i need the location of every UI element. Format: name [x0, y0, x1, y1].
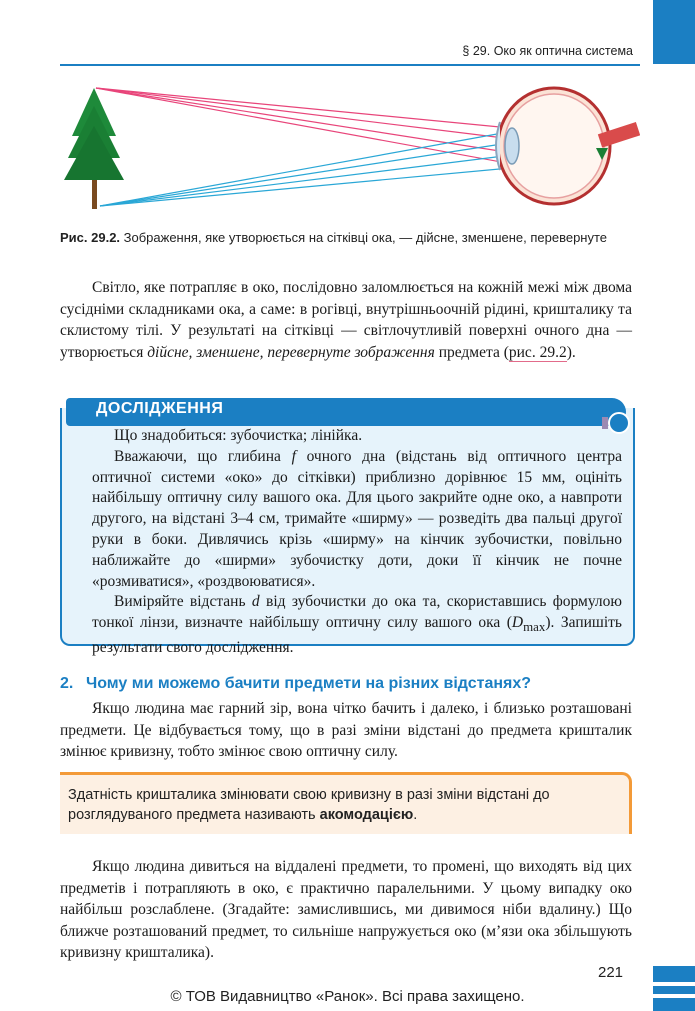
definition-body: Здатність кришталика змінювати свою кривизну в разі зміни відстані до розглядуваного предмета називають [68, 787, 550, 823]
section-heading [60, 675, 531, 693]
figure-reference-link[interactable]: рис. 29.2 [508, 343, 567, 361]
definition-term: акомодацією [319, 807, 414, 823]
research-box [60, 398, 635, 657]
intro-end: ). [566, 343, 576, 361]
header-rule [60, 64, 640, 66]
caption-label: Рис. 29.2. [60, 230, 121, 245]
tree-icon [64, 88, 124, 209]
intro-text: Світло, яке потрапляє в око, послідовно заломлюється на кожній межі між двома сусідніми складниками ока, а саме: в рогівці, внутрішньоочній рідині, кришталику та склистому тілі. У результаті на сітківці — світлочутливій поверхні очного дна — утворюється [60, 279, 632, 361]
intro-italic: дійсне, зменшене, перевернуте зображення [147, 343, 435, 361]
eye-ray-diagram [60, 76, 640, 224]
research-materials: Що знадобиться: зубочистка; лінійка. [114, 427, 363, 444]
research-step-c: Виміряйте відстань [114, 593, 252, 611]
research-title: ДОСЛІДЖЕННЯ [96, 400, 224, 417]
caption-text: Зображення, яке утворюється на сітківці ока, — дійсне, зменшене, перевернуте [120, 230, 608, 245]
figure-caption [60, 229, 630, 246]
var-f: f [291, 447, 296, 465]
outro-paragraph [60, 856, 632, 964]
running-header: § 29. Око як оптична система [462, 44, 633, 58]
copyright: © ТОВ Видавництво «Ранок». Всі права захищено. [170, 988, 525, 1005]
var-D: D [511, 614, 524, 632]
research-text [92, 426, 622, 659]
page-number: 221 [598, 964, 624, 981]
definition-end: . [413, 807, 418, 823]
definition-box [60, 772, 632, 834]
section-title: Чому ми можемо бачити предмети на різних відстанях? [86, 675, 532, 692]
definition-text [68, 785, 624, 825]
section-paragraph [60, 698, 632, 763]
intro-paragraph [60, 277, 632, 363]
outro-text: Якщо людина дивиться на віддалені предмети, то промені, що виходять від цих предметів і потрапляють в око, є практично паралельними. У цьому випадку око найбільш розслаблене. (Згадайте: замислившись, ми дивимося ніби вдалину.) Що ближче розташований предмет, то сильніше напружується око (м’язи ока збільшують кривизну кришталика). [60, 858, 632, 961]
chapter-tab [653, 0, 695, 64]
section-text: Якщо людина має гарний зір, вона чітко бачить і далеко, і близько розташовані предмети. Це відбувається тому, що в разі зміни відстані до предмета кришталик змінює кривизну, тобто змінює свою оптичну силу. [60, 700, 632, 760]
section-number: 2. [60, 675, 74, 692]
eye-icon [496, 88, 640, 204]
research-step-b: очного дна (відстань від оптичного центра оптичної системи «око» до сітківки) приблизно дорівнює 15 мм, оцініть найбільшу оптичну силу вашого ока. Для цього закрийте одне око, а навпроти другого, на відстані 3–4 см, тримайте «ширму» — розведіть два пальці другої руки в боки. Дивлячись крізь «ширму» на кінчик зубочистки, повільно наближайте до «ширми» зубочистку доти, доки її кінчик не почне «розмиватися», «роздвоюватися». [92, 447, 622, 590]
research-step-a: Вважаючи, що глибина [114, 447, 292, 465]
intro-tail: предмета ( [434, 343, 509, 361]
var-d: d [251, 593, 260, 611]
research-step-d: від зубочистки до ока та, скориставшись формулою тонкої лінзи, визначте найбільшу оптичну силу вашого ока ( [92, 593, 622, 632]
var-D-sub: max [523, 619, 546, 635]
research-box-header [66, 398, 626, 426]
research-step-e: ). Запишіть результати свого дослідження. [92, 614, 622, 657]
